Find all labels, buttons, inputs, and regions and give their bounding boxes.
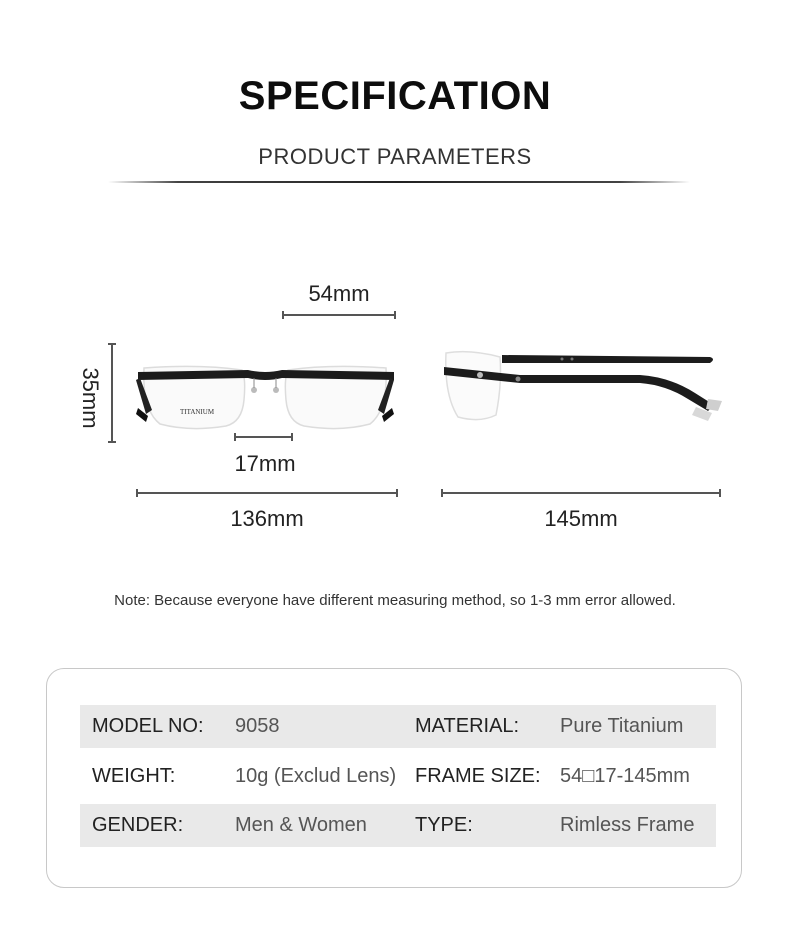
spec-key: WEIGHT:	[92, 765, 176, 787]
page-subtitle: PRODUCT PARAMETERS	[258, 144, 532, 169]
page-title: SPECIFICATION	[238, 74, 552, 118]
spec-key: MATERIAL:	[415, 715, 520, 737]
temple-length-line	[441, 492, 721, 494]
temple-length-label: 145mm	[544, 506, 618, 531]
spec-value: Pure Titanium	[560, 715, 684, 737]
spec-key: TYPE:	[415, 814, 473, 836]
frame-width-line	[136, 492, 398, 494]
spec-value: 9058	[235, 715, 280, 737]
spec-value: 54□17-145mm	[560, 765, 690, 787]
spec-value: Rimless Frame	[560, 814, 695, 836]
lens-width-label: 54mm	[308, 281, 370, 306]
frame-width-label: 136mm	[230, 506, 304, 531]
spec-value: 10g (Exclud Lens)	[235, 765, 397, 787]
lens-width-line	[282, 314, 396, 316]
spec-row	[80, 804, 716, 847]
glasses-side-view	[440, 345, 730, 430]
spec-row	[80, 705, 716, 748]
spec-key: FRAME SIZE:	[415, 765, 541, 787]
bridge-width-label: 17mm	[234, 451, 296, 476]
spec-row	[80, 755, 716, 798]
header-divider	[108, 181, 690, 183]
frame-temple-text: TITANIUM	[180, 408, 215, 416]
measurement-note: Note: Because everyone have different measuring method, so 1-3 mm error allowed.	[114, 592, 676, 609]
bridge-width-line	[234, 436, 293, 438]
spec-value: Men & Women	[235, 814, 367, 836]
lens-height-label: 35mm	[78, 367, 103, 429]
spec-key: MODEL NO:	[92, 715, 204, 737]
lens-height-line	[111, 343, 113, 443]
glasses-front-view	[130, 350, 400, 440]
spec-key: GENDER:	[92, 814, 184, 836]
